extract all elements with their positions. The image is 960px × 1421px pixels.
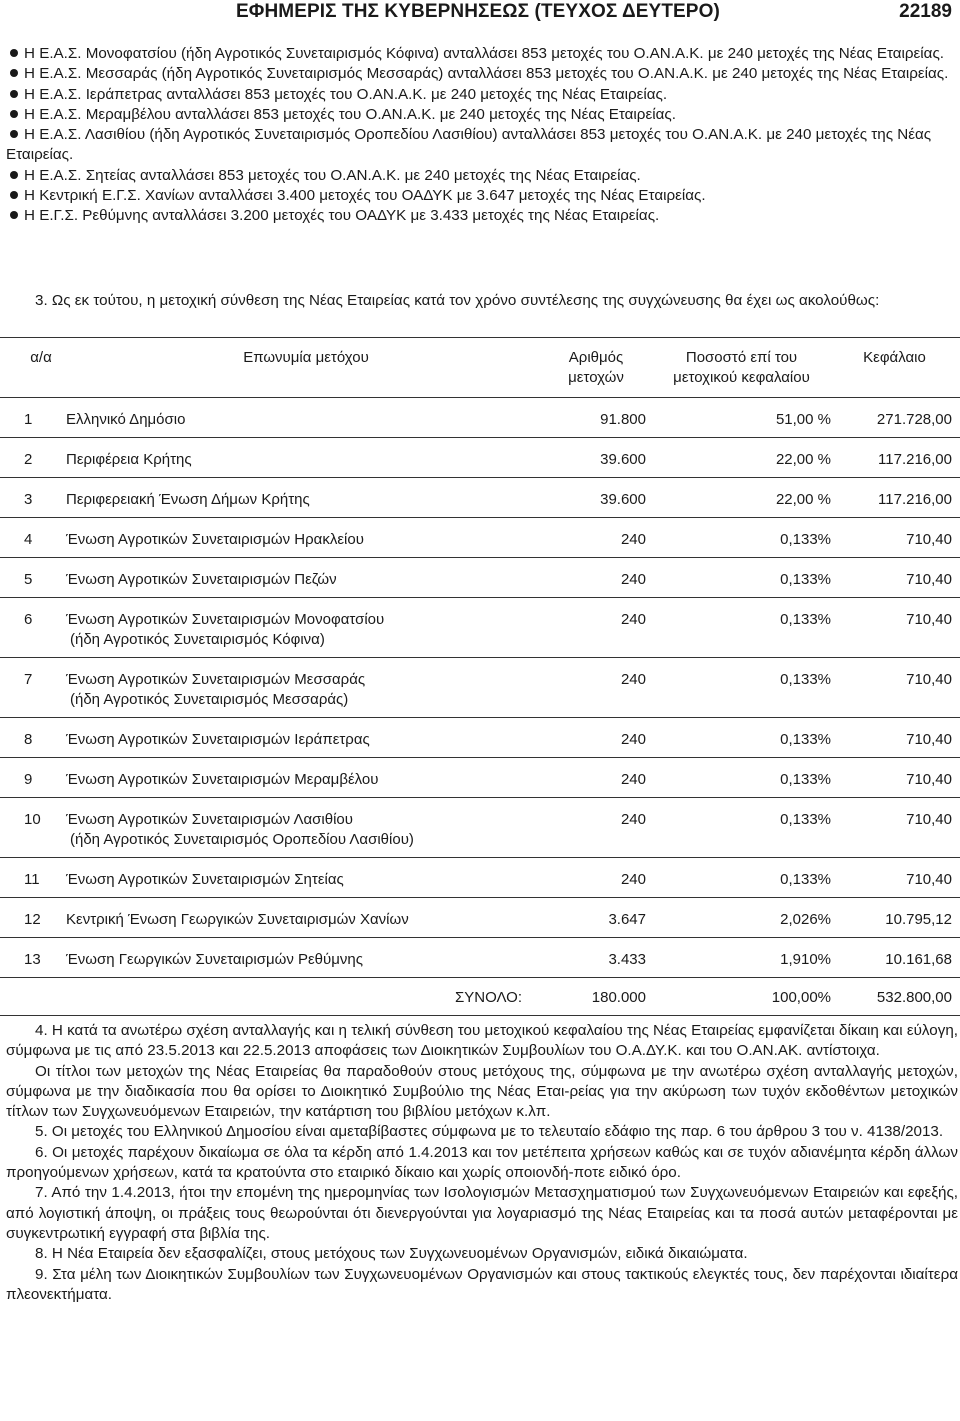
bullet-icon <box>10 211 18 219</box>
total-capital: 532.800,00 <box>837 978 960 1016</box>
total-percentage: 100,00% <box>652 978 837 1016</box>
bullet-icon <box>10 130 18 138</box>
paragraph-9: 9. Στα μέλη των Διοικητικών Συμβουλίων των Συγχωνευομένων Οργανισμών και στους τακτικούς ελεγκτές τους, δεν παρέχονται ιδιαίτερα πλεονεκτήματα. <box>6 1265 958 1303</box>
page-number: 22189 <box>899 1 952 22</box>
bullet-item: Η Ε.Α.Σ. Μεραμβέλου ανταλλάσει 853 μετοχές του Ο.ΑΝ.Α.Κ. με 240 μετοχές της Νέας Εταιρείας. <box>6 105 958 125</box>
table-row: 4 Ένωση Αγροτικών Συνεταιρισμών Ηρακλείου 240 0,133% 710,40 <box>0 518 960 558</box>
header-capital: Κεφάλαιο <box>837 338 960 398</box>
bullet-icon <box>10 49 18 57</box>
header-name: Επωνυμία μετόχου <box>58 338 546 398</box>
table-row: 6 Ένωση Αγροτικών Συνεταιρισμών Μονοφατσίου (ήδη Αγροτικός Συνεταιρισμός Κόφινα) 240 0,133% 710,40 <box>0 598 960 658</box>
table-header-row <box>0 338 960 398</box>
table-row: 8 Ένωση Αγροτικών Συνεταιρισμών Ιεράπετρας 240 0,133% 710,40 <box>0 718 960 758</box>
table-row: 10 Ένωση Αγροτικών Συνεταιρισμών Λασιθίου (ήδη Αγροτικός Συνεταιρισμός Οροπεδίου Λασιθίου) 240 0,133% 710,40 <box>0 798 960 858</box>
bullet-item: Η Ε.Α.Σ. Σητείας ανταλλάσει 853 μετοχές του Ο.ΑΝ.Α.Κ. με 240 μετοχές της Νέας Εταιρείας. <box>6 166 958 186</box>
page-header <box>0 0 960 30</box>
bullet-icon <box>10 90 18 98</box>
bullet-item: Η Ε.Α.Σ. Μεσσαράς (ήδη Αγροτικός Συνεταιρισμός Μεσσαράς) ανταλλάσει 853 μετοχές του Ο.ΑΝ.Α.Κ. με 240 μετοχές της Νέας Εταιρείας. <box>6 64 958 84</box>
paragraph-4: 4. Η κατά τα ανωτέρω σχέση ανταλλαγής και η τελική σύνθεση του μετοχικού κεφαλαίου της Νέας Εταιρείας εμφανίζεται δίκαιη και εύλογη, σύμφωνα με τις από 23.5.2013 και 22.5.2013 αποφάσεις των Διοικητικών Συμβουλίων του Ο.Α.ΔΥ.Κ. και του Ο.ΑΝ.ΑΚ. αντίστοιχα. <box>6 1022 958 1060</box>
header-count: Αριθμός μετοχών <box>546 338 652 398</box>
table-row: 5 Ένωση Αγροτικών Συνεταιρισμών Πεζών 240 0,133% 710,40 <box>0 558 960 598</box>
table-row: 9 Ένωση Αγροτικών Συνεταιρισμών Μεραμβέλου 240 0,133% 710,40 <box>0 758 960 798</box>
bullet-item: Η Ε.Α.Σ. Λασιθίου (ήδη Αγροτικός Συνεταιρισμός Οροπεδίου Λασιθίου) ανταλλάσει 853 μετοχές του Ο.ΑΝ.Α.Κ. με 240 μετοχές της Νέας Εταιρείας. <box>6 126 932 164</box>
header-percentage: Ποσοστό επί του μετοχικού κεφαλαίου <box>652 338 837 398</box>
bullet-item: Η Ε.Α.Σ. Ιεράπετρας ανταλλάσει 853 μετοχές του Ο.ΑΝ.Α.Κ. με 240 μετοχές της Νέας Εταιρείας. <box>6 85 958 105</box>
bullet-icon <box>10 69 18 77</box>
gazette-title: ΕΦΗΜΕΡΙΣ ΤΗΣ ΚΥΒΕΡΝΗΣΕΩΣ (ΤΕΥΧΟΣ ΔΕΥΤΕΡΟ) <box>236 1 720 22</box>
paragraph-8: 8. Η Νέα Εταιρεία δεν εξασφαλίζει, στους μετόχους των Συγχωνευομένων Οργανισμών, ειδικά δικαιώματα. <box>35 1245 748 1263</box>
total-label: ΣΥΝΟΛΟ: <box>58 978 546 1016</box>
bullet-icon <box>10 110 18 118</box>
table-row: 3 Περιφερειακή Ένωση Δήμων Κρήτης 39.600 22,00 % 117.216,00 <box>0 478 960 518</box>
table-row: 11 Ένωση Αγροτικών Συνεταιρισμών Σητείας 240 0,133% 710,40 <box>0 858 960 898</box>
paragraph-6: 6. Οι μετοχές παρέχουν δικαίωμα σε όλα τα κέρδη από 1.4.2013 και τον μετέπειτα χρήσεων καθώς και σε τυχόν αδιανέμητα κέρδη άλλων προηγούμενων χρήσεων, κατά τα κρατούντα στο εταιρικό δίκαιο και χωρίς οποιονδή-ποτε ειδικό όρο. <box>6 1143 958 1182</box>
bullet-icon <box>10 171 18 179</box>
bullet-list <box>6 44 958 227</box>
paragraph-5: 5. Οι μετοχές του Ελληνικού Δημοσίου είναι αμεταβίβαστες σύμφωνα με το τελευταίο εδάφιο της παρ. 6 του άρθρου 3 του ν. 4138/2013. <box>35 1123 944 1141</box>
header-no: α/α <box>0 338 58 398</box>
body-text <box>6 1021 958 1305</box>
bullet-item: Η Ε.Α.Σ. Μονοφατσίου (ήδη Αγροτικός Συνεταιρισμός Κόφινα) ανταλλάσει 853 μετοχές του Ο.ΑΝ.Α.Κ. με 240 μετοχές της Νέας Εταιρείας. <box>6 44 958 64</box>
paragraph-share-titles: Οι τίτλοι των μετοχών της Νέας Εταιρείας θα παραδοθούν στους μετόχους της, σύμφωνα με την ανωτέρω σχέση ανταλλαγής μετοχών, σύμφωνα με την διαδικασία που θα ορίσει το Διοικητικό Συμβούλιο της Νέας Εται-ρείας για την ακύρωση των τυχόν εκδοθέντων μετοχικών τίτλων των Συγχωνευόμενων Εταιρειών, την κατάρτιση του βιβλίου μετόχων κ.λπ. <box>6 1062 958 1121</box>
paragraph-7: 7. Από την 1.4.2013, ήτοι την επομένη της ημερομηνίας των Ισολογισμών Μετασχηματισμού των Συγχωνευόμενων Εταιρειών και εφεξής, από λογιστική άποψη, οι πράξεις τους θεωρούνται ότι διενεργούνται για λογαριασμό της Νέας Εταιρείας και τα ποσά αυτών μεταφέρονται με συγκεντρωτική εγγραφή στα βιβλία της. <box>6 1184 958 1242</box>
intro-paragraph: 3. Ως εκ τούτου, η μετοχική σύνθεση της Νέας Εταιρείας κατά τον χρόνο συντέλεσης της συγχώνευσης θα έχει ως ακολούθως: <box>35 292 880 309</box>
bullet-item: Η Ε.Γ.Σ. Ρεθύμνης ανταλλάσει 3.200 μετοχές του ΟΑΔΥΚ με 3.433 μετοχές της Νέας Εταιρείας. <box>6 206 958 226</box>
table-row: 1 Ελληνικό Δημόσιο 91.800 51,00 % 271.728,00 <box>0 398 960 438</box>
table-row: 12 Κεντρική Ένωση Γεωργικών Συνεταιρισμών Χανίων 3.647 2,026% 10.795,12 <box>0 898 960 938</box>
bullet-icon <box>10 191 18 199</box>
table-total-row <box>0 978 960 1016</box>
table-row: 7 Ένωση Αγροτικών Συνεταιρισμών Μεσσαράς (ήδη Αγροτικός Συνεταιρισμός Μεσσαράς) 240 0,133% 710,40 <box>0 658 960 718</box>
table-row: 13 Ένωση Γεωργικών Συνεταιρισμών Ρεθύμνης 3.433 1,910% 10.161,68 <box>0 938 960 978</box>
bullet-item: Η Κεντρική Ε.Γ.Σ. Χανίων ανταλλάσει 3.400 μετοχές του ΟΑΔΥΚ με 3.647 μετοχές της Νέας Εταιρείας. <box>6 186 958 206</box>
shareholders-table <box>0 337 960 1016</box>
total-count: 180.000 <box>546 978 652 1016</box>
table-row: 2 Περιφέρεια Κρήτης 39.600 22,00 % 117.216,00 <box>0 438 960 478</box>
